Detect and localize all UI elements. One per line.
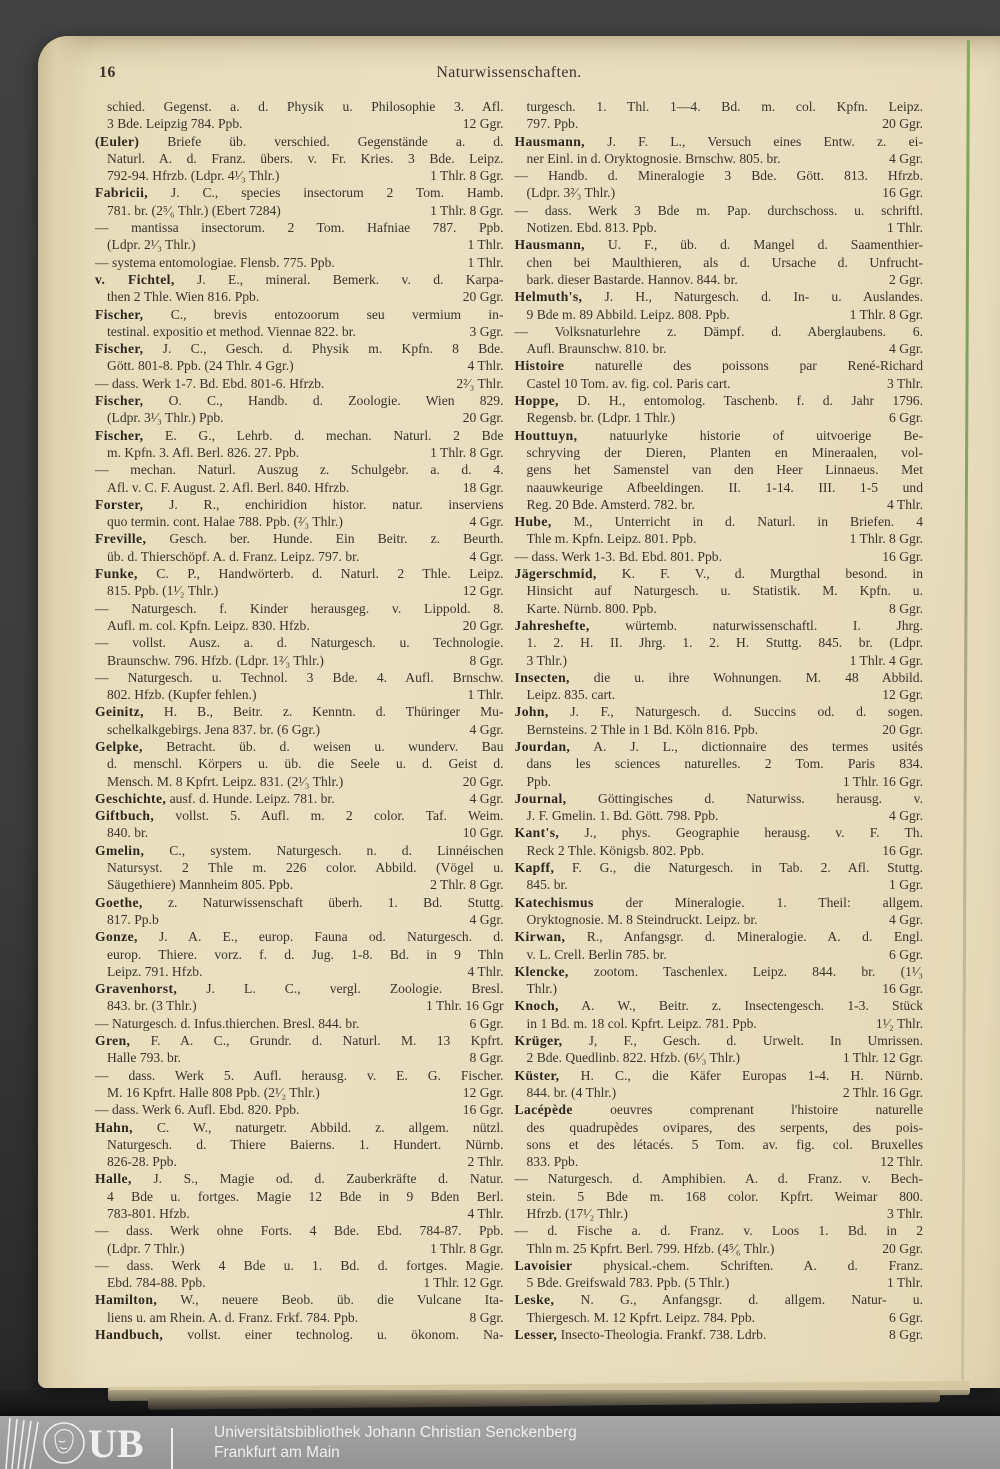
catalog-line: Gonze, J. A. E., europ. Fauna od. Naturgesch. d.	[95, 929, 504, 945]
entry-author: Klencke,	[514, 963, 569, 979]
catalog-line: schied. Gegenst. a. d. Physik u. Philosophie 3. Afl.	[107, 99, 504, 114]
entry-author: Fischer,	[95, 393, 144, 409]
catalog-line: Jägerschmid, K. F. V., d. Murgthal besond. in	[514, 566, 923, 582]
catalog-line: Leske, N. G., Anfangsgr. d. allgem. Natur- u.	[514, 1292, 923, 1308]
entry-author: Freville,	[95, 531, 147, 547]
entry-price: 6 Ggr.	[889, 946, 923, 962]
entry-price: 1 Thlr.	[886, 220, 923, 236]
catalog-line: then 2 Thle. Wien 816. Ppb. 20 Ggr.	[107, 289, 504, 305]
catalog-line: (Euler) Briefe üb. verschied. Gegenstände a. d.	[95, 133, 504, 149]
catalog-line: Aufl. Braunschw. 810. br. 4 Ggr.	[526, 341, 923, 357]
entry-price: 4 Ggr.	[469, 911, 504, 927]
catalog-line: Naturgesch. d. Thiere Baierns. 1. Hundert. Nürnb.	[107, 1136, 504, 1152]
entry-author: Hoppe,	[514, 393, 559, 409]
entry-price: 4 Ggr.	[469, 548, 504, 564]
ub-logo-icon	[0, 1416, 200, 1469]
catalog-line: — Naturgesch. f. Kinder herausgeg. v. Lippold. 8.	[95, 600, 504, 616]
entry-price: 1 Thlr.	[886, 1275, 923, 1291]
entry-author: Journal,	[514, 790, 567, 806]
entry-price: 1 Ggr.	[889, 877, 923, 893]
entry-author: Fischer,	[95, 341, 144, 357]
entry-author: Kant's,	[514, 825, 560, 841]
entry-author: Küster,	[514, 1067, 560, 1083]
catalog-line: Gött. 801-8. Ppb. (24 Thlr. 4 Ggr.) 4 Thlr.	[107, 358, 504, 374]
entry-price: 20 Ggr.	[882, 116, 923, 132]
entry-price: 12 Ggr.	[462, 116, 504, 132]
entry-price: 20 Ggr.	[462, 289, 504, 305]
entry-price: 12 Ggr.	[462, 583, 504, 599]
entry-author: (Euler)	[95, 133, 140, 149]
entry-author: Hamilton,	[95, 1292, 158, 1308]
catalog-column-right	[515, 98, 924, 1343]
catalog-line: Helmuth's, J. H., Naturgesch. d. In- u. Auslandes.	[514, 289, 923, 305]
entry-price: 4 Ggr.	[889, 341, 923, 357]
entry-price: 6 Ggr.	[889, 410, 923, 426]
entry-author: Jahreshefte,	[514, 617, 590, 633]
catalog-line: testinal. expositio et method. Viennae 822. br. 3 Ggr.	[107, 323, 504, 339]
catalog-line: Thln m. 25 Kpfrt. Berl. 799. Hfzb. (4⁵⁄₆ Thlr.) 20 Ggr.	[526, 1240, 923, 1256]
catalog-line: — dass. Werk 5. Aufl. herausg. v. E. G. Fischer.	[95, 1067, 504, 1083]
catalog-line: Castel 10 Tom. av. fig. col. Paris cart. 3 Thlr.	[526, 375, 923, 391]
catalog-line: — mechan. Naturl. Auszug z. Schulgebr. a. d. 4.	[95, 462, 504, 478]
catalog-line: Ebd. 784-88. Ppb. 1 Thlr. 12 Ggr.	[107, 1275, 504, 1291]
catalog-line: Fischer, O. C., Handb. d. Zoologie. Wien 829.	[95, 393, 504, 409]
entry-price: 12 Ggr.	[882, 687, 923, 703]
entry-author: Knoch,	[514, 998, 559, 1014]
catalog-line: Braunschw. 796. Hfzb. (Ldpr. 1²⁄₃ Thlr.) 8 Ggr.	[107, 652, 504, 668]
catalog-line: Kant's, J., phys. Geographie herausg. v. F. Th.	[514, 825, 923, 841]
entry-price: 12 Ggr.	[462, 1084, 504, 1100]
library-name-line1: Universitätsbibliothek Johann Christian Senckenberg	[214, 1423, 577, 1441]
catalog-line: Klencke, zootom. Taschenlex. Leipz. 844. br. (1¹⁄₃	[514, 963, 923, 979]
catalog-line: 815. Ppb. (1¹⁄₂ Thlr.) 12 Ggr.	[107, 583, 504, 599]
catalog-line: 2 Bde. Quedlinb. 822. Hfzb. (6¹⁄₃ Thlr.) 1 Thlr. 12 Ggr.	[526, 1050, 923, 1066]
entry-price: 18 Ggr.	[462, 479, 504, 495]
catalog-line: Lavoisier physical.-chem. Schriften. A. d. Franz.	[514, 1257, 923, 1273]
catalog-line: Freville, Gesch. ber. Hunde. Ein Beitr. z. Beurth.	[95, 531, 504, 547]
library-name-line2: Frankfurt am Main	[214, 1443, 340, 1461]
entry-author: Hahn,	[95, 1119, 133, 1135]
entry-author: Goethe,	[95, 894, 143, 910]
catalog-line: Kapff, F. G., die Naturgesch. in Tab. 2. Afl. Stuttg.	[514, 860, 923, 876]
catalog-line: 783-801. Hfzb. 4 Thlr.	[107, 1206, 504, 1221]
entry-author: Insecten,	[514, 669, 570, 685]
catalog-line: Geschichte, ausf. d. Hunde. Leipz. 781. br. 4 Ggr.	[95, 790, 504, 806]
catalog-line: Lacépède oeuvres comprenant l'histoire naturelle	[514, 1102, 923, 1118]
catalog-line: quo termin. cont. Halae 788. Ppb. (²⁄₃ Thlr.) 4 Ggr.	[107, 514, 504, 530]
catalog-line: chen bei Maulthieren, als d. Ursache d. Unfrucht-	[526, 254, 923, 270]
entry-price: 8 Ggr.	[469, 652, 504, 668]
catalog-line: 797. Ppb. 20 Ggr.	[526, 116, 923, 132]
entry-author: Gravenhorst,	[95, 981, 178, 997]
catalog-line: schryving der Dieren, Planten en Mineraalen, vol-	[526, 444, 923, 460]
catalog-line: — vollst. Ausz. a. d. Naturgesch. u. Technologie.	[95, 635, 504, 651]
catalog-line: d. menschl. Körpers u. üb. die Seele u. d. Geist d.	[107, 756, 504, 772]
catalog-line: Leipz. 835. cart. 12 Ggr.	[526, 687, 923, 703]
catalog-line: Krüger, J, F., Gesch. d. Urwelt. In Umrissen.	[514, 1033, 923, 1049]
catalog-line: Hoppe, D. H., entomolog. Taschenb. f. d. Jahr 1796.	[514, 393, 923, 409]
catalog-line: Thlr.) 16 Ggr.	[526, 981, 923, 997]
entry-price: 4 Ggr.	[889, 911, 923, 927]
svg-text:UB: UB	[88, 1421, 144, 1466]
binding-stitch-line	[961, 40, 970, 1380]
entry-price: 1 Thlr. 8 Ggr.	[430, 1240, 504, 1256]
entry-price: 1 Thlr. 8 Ggr.	[430, 168, 504, 184]
catalog-line: 845. br. 1 Ggr.	[526, 877, 923, 893]
catalog-line: Gravenhorst, J. L. C., vergl. Zoologie. Bresl.	[95, 981, 504, 997]
catalog-line: Fischer, J. C., Gesch. d. Physik m. Kpfn. 8 Bde.	[95, 341, 504, 357]
entry-price: 3 Ggr.	[469, 323, 504, 339]
entry-price: 6 Ggr.	[469, 1015, 504, 1031]
catalog-line: Reg. 20 Bde. Amsterd. 782. br. 4 Thlr.	[526, 496, 923, 512]
catalog-line: Houttuyn, natuurlyke historie of uitvoerige Be-	[514, 427, 923, 443]
entry-author: Kirwan,	[514, 929, 566, 945]
catalog-line: — dass. Werk 1-3. Bd. Ebd. 801. Ppb. 16 Ggr.	[514, 548, 923, 564]
entry-author: Funke,	[95, 566, 138, 582]
page-curl-edge	[38, 36, 90, 1388]
entry-author: Fischer,	[95, 427, 144, 443]
entry-price: 10 Ggr.	[462, 825, 504, 841]
catalog-line: M. 16 Kpfrt. Halle 808 Ppb. (2¹⁄₂ Thlr.) 12 Ggr.	[107, 1084, 504, 1100]
entry-price: 16 Ggr.	[882, 981, 923, 997]
catalog-line: — dass. Werk 1-7. Bd. Ebd. 801-6. Hfrzb. 2²⁄₃ Thlr.	[95, 375, 504, 391]
entry-author: Gren,	[95, 1033, 131, 1049]
catalog-line: 843. br. (3 Thlr.) 1 Thlr. 16 Ggr	[107, 998, 504, 1014]
catalog-line: Funke, C. P., Handwörterb. d. Naturl. 2 Thle. Leipz.	[95, 566, 504, 582]
catalog-line: — Handb. d. Mineralogie 3 Bde. Gött. 813. Hfrzb.	[514, 168, 923, 184]
catalog-line: Katechismus der Mineralogie. 1. Theil: allgem.	[514, 894, 923, 910]
catalog-line: 5 Bde. Greifswald 783. Ppb. (5 Thlr.) 1 Thlr.	[526, 1275, 923, 1291]
entry-price: 1 Thlr. 8 Ggr.	[430, 444, 504, 460]
catalog-line: — systema entomologiae. Flensb. 775. Ppb. 1 Thlr.	[95, 254, 504, 270]
entry-author: Katechismus	[514, 894, 594, 910]
entry-price: 20 Ggr.	[462, 773, 504, 789]
catalog-line: Natursyst. 2 Thle m. 226 color. Abbild. (Vögel u.	[107, 860, 504, 876]
catalog-line: dans les sciences naturelles. 2 Tom. Paris 834.	[526, 756, 923, 772]
catalog-line: — dass. Werk 4 Bde u. 1. Bd. d. fortges. Magie.	[95, 1257, 504, 1273]
catalog-line: liens u. am Rhein. A. d. Franz. Frkf. 784. Ppb. 8 Ggr.	[107, 1309, 504, 1325]
catalog-line: (Ldpr. 3²⁄₃ Thlr.) 16 Ggr.	[526, 185, 923, 201]
catalog-line: John, J. F., Naturgesch. d. Succins od. d. sogen.	[514, 704, 923, 720]
entry-price: 1 Thlr.	[467, 687, 504, 703]
catalog-line: — Naturgesch. u. Technol. 3 Bde. 4. Aufl. Brnschw.	[95, 669, 504, 685]
catalog-line: 826-28. Ppb. 2 Thlr.	[107, 1154, 504, 1170]
catalog-line: 840. br. 10 Ggr.	[107, 825, 504, 841]
entry-author: Jourdan,	[514, 738, 571, 754]
entry-author: Fischer,	[95, 306, 144, 322]
catalog-line: 781. br. (2⁵⁄₆ Thlr.) (Ebert 7284) 1 Thlr. 8 Ggr.	[107, 202, 504, 218]
entry-price: 3 Thlr.	[886, 1206, 923, 1221]
catalog-line: Fischer, C., brevis entozoorum seu vermium in-	[95, 306, 504, 322]
entry-author: Hube,	[514, 514, 552, 530]
entry-price: 1 Thlr. 12 Ggr.	[423, 1275, 504, 1291]
entry-author: Helmuth's,	[514, 289, 583, 305]
catalog-line: Säugethiere) Mannheim 805. Ppb. 2 Thlr. 8 Ggr.	[107, 877, 504, 893]
page-content	[95, 62, 923, 1343]
catalog-line: europ. Thiere. vorz. f. d. Jug. 1-8. Bd. in 9 Thln	[107, 946, 504, 962]
catalog-line: Afl. v. C. F. August. 2. Afl. Berl. 840. Hfrzb. 18 Ggr.	[107, 479, 504, 495]
entry-author: Forster,	[95, 496, 144, 512]
catalog-line: Thiergesch. M. 12 Kpfrt. Leipz. 784. Ppb. 6 Ggr.	[526, 1309, 923, 1325]
entry-price: 8 Ggr.	[889, 600, 923, 616]
entry-author: Hausmann,	[514, 133, 585, 149]
entry-price: 1¹⁄₂ Thlr.	[875, 1015, 923, 1031]
entry-author: Histoire	[514, 358, 565, 374]
running-head	[95, 62, 923, 98]
entry-author: Lesser,	[514, 1327, 558, 1343]
catalog-line: J. F. Gmelin. 1. Bd. Gött. 798. Ppb. 4 Ggr.	[526, 808, 923, 824]
catalog-line: m. Kpfn. 3. Afl. Berl. 826. 27. Ppb. 1 Thlr. 8 Ggr.	[107, 444, 504, 460]
entry-price: 4 Thlr.	[467, 1206, 504, 1221]
catalog-line: Kirwan, R., Anfangsgr. d. Mineralogie. A. d. Engl.	[514, 929, 923, 945]
catalog-line: Hausmann, J. F. L., Versuch eines Entw. z. ei-	[514, 133, 923, 149]
catalog-line: gens het Samenstel van den Heer Linnaeus. Met	[526, 462, 923, 478]
scan-shadow	[0, 1390, 1000, 1416]
catalog-line: Aufl. m. col. Kpfn. Leipz. 830. Hfzb. 20 Ggr.	[107, 617, 504, 633]
catalog-line: Fabricii, J. C., species insectorum 2 Tom. Hamb.	[95, 185, 504, 201]
entry-price: 4 Thlr.	[886, 496, 923, 512]
entry-author: Jägerschmid,	[514, 566, 597, 582]
entry-price: 12 Thlr.	[880, 1154, 923, 1170]
entry-price: 3 Thlr.	[886, 375, 923, 391]
entry-price: 4 Thlr.	[467, 963, 504, 979]
catalog-line: — mantissa insectorum. 2 Tom. Hafniae 787. Ppb.	[95, 220, 504, 236]
entry-author: Krüger,	[514, 1033, 563, 1049]
entry-author: Gmelin,	[95, 842, 145, 858]
catalog-line: Lesser, Insecto-Theologia. Frankf. 738. Ldrb. 8 Ggr.	[514, 1327, 923, 1343]
catalog-line: Oryktognosie. M. 8 Steindruckt. Leipz. br. 4 Ggr.	[526, 911, 923, 927]
catalog-line: Bernsteins. 2 Thle in 1 Bd. Köln 816. Ppb. 20 Ggr.	[526, 721, 923, 737]
entry-author: Leske,	[514, 1292, 555, 1308]
catalog-line: Hfrzb. (17¹⁄₂ Thlr.) 3 Thlr.	[526, 1206, 923, 1221]
catalog-line: — dass. Werk 6. Aufl. Ebd. 820. Ppb. 16 Ggr.	[95, 1102, 504, 1118]
book-page	[38, 36, 1000, 1388]
catalog-line: — dass. Werk 3 Bde m. Pap. durchschoss. u. schriftl.	[514, 202, 923, 218]
entry-price: 4 Thlr.	[467, 358, 504, 374]
catalog-line: (Ldpr. 2¹⁄₃ Thlr.) 1 Thlr.	[107, 237, 504, 253]
entry-price: 16 Ggr.	[882, 842, 923, 858]
catalog-line: Gelpke, Betracht. üb. d. weisen u. wunderv. Bau	[95, 738, 504, 754]
entry-price: 4 Ggr.	[469, 790, 504, 806]
entry-price: 16 Ggr.	[882, 548, 923, 564]
catalog-line: Reck 2 Thle. Königsb. 802. Ppb. 16 Ggr.	[526, 842, 923, 858]
entry-price: 20 Ggr.	[462, 410, 504, 426]
catalog-line: turgesch. 1. Thl. 1—4. Bd. m. col. Kpfn. Leipz.	[526, 99, 923, 114]
catalog-line: v. Fichtel, J. E., mineral. Bemerk. v. d. Karpa-	[95, 271, 504, 287]
entry-price: 6 Ggr.	[889, 1309, 923, 1325]
catalog-line: Gmelin, C., system. Naturgesch. n. d. Linnéischen	[95, 842, 504, 858]
catalog-line: 9 Bde m. 89 Abbild. Leipz. 808. Ppb. 1 Thlr. 8 Ggr.	[526, 306, 923, 322]
catalog-line: Jahreshefte, würtemb. naturwissenschaftl. I. Jhrg.	[514, 617, 923, 633]
catalog-line: Hube, M., Unterricht in d. Naturl. in Briefen. 4	[514, 514, 923, 530]
catalog-line: Histoire naturelle des poissons par René-Richard	[514, 358, 923, 374]
entry-author: Houttuyn,	[514, 427, 578, 443]
entry-price: 1 Thlr.	[467, 237, 504, 253]
catalog-line: Naturl. A. d. Franz. übers. v. Fr. Kries. 3 Bde. Leipz.	[107, 150, 504, 166]
catalog-line: Thle m. Kpfn. Leipz. 801. Ppb. 1 Thlr. 8 Ggr.	[526, 531, 923, 547]
entry-author: Handbuch,	[95, 1327, 164, 1343]
catalog-line: Halle 793. br. 8 Ggr.	[107, 1050, 504, 1066]
catalog-line: Küster, H. C., die Käfer Europas 1-4. H. Nürnb.	[514, 1067, 923, 1083]
catalog-line: Regensb. br. (Ldpr. 1 Thlr.) 6 Ggr.	[526, 410, 923, 426]
catalog-line: Gren, F. A. C., Grundr. d. Naturl. M. 13 Kpfrt.	[95, 1033, 504, 1049]
entry-price: 20 Ggr.	[882, 721, 923, 737]
entry-price: 2 Thlr. 8 Ggr.	[430, 877, 504, 893]
entry-price: 4 Ggr.	[889, 150, 923, 166]
entry-price: 4 Ggr.	[889, 808, 923, 824]
entry-price: 2²⁄₃ Thlr.	[456, 375, 504, 391]
entry-author: v. Fichtel,	[95, 271, 175, 287]
catalog-line: Notizen. Ebd. 813. Ppb. 1 Thlr.	[526, 220, 923, 236]
catalog-line: sons et des létacés. 5 Tom. av. fig. col. Bruxelles	[526, 1136, 923, 1152]
catalog-line: ner Einl. in d. Oryktognosie. Brnschw. 805. br. 4 Ggr.	[526, 150, 923, 166]
entry-price: 4 Ggr.	[469, 721, 504, 737]
entry-price: 16 Ggr.	[462, 1102, 504, 1118]
catalog-line: Goethe, z. Naturwissenschaft überh. 1. Bd. Stuttg.	[95, 894, 504, 910]
entry-price: 1 Thlr. 4 Ggr.	[849, 652, 923, 668]
catalog-line: (Ldpr. 7 Thlr.) 1 Thlr. 8 Ggr.	[107, 1240, 504, 1256]
entry-price: 1 Thlr.	[467, 254, 504, 270]
catalog-line: stein. 5 Bde m. 168 color. Kpfrt. Weimar 800.	[526, 1188, 923, 1204]
catalog-line: Mensch. M. 8 Kpfrt. Leipz. 831. (2¹⁄₃ Thlr.) 20 Ggr.	[107, 773, 504, 789]
entry-price: 8 Ggr.	[469, 1309, 504, 1325]
entry-price: 1 Thlr. 16 Ggr	[425, 998, 504, 1014]
entry-author: Lavoisier	[514, 1257, 573, 1273]
catalog-line: Hinsicht auf Naturgesch. u. Statistik. M. Kpfn. u.	[526, 583, 923, 599]
catalog-line: 3 Bde. Leipzig 784. Ppb. 12 Ggr.	[107, 116, 504, 132]
catalog-line: Handbuch, vollst. einer technolog. u. ökonom. Na-	[95, 1327, 504, 1343]
entry-author: Geinitz,	[95, 704, 144, 720]
catalog-line: 844. br. (4 Thlr.) 2 Thlr. 16 Ggr.	[526, 1084, 923, 1100]
catalog-line: Journal, Göttingisches d. Naturwiss. herausg. v.	[514, 790, 923, 806]
entry-price: 1 Thlr. 8 Ggr.	[849, 531, 923, 547]
catalog-line: in 1 Bd. m. 18 col. Kpfrt. Leipz. 781. Ppb. 1¹⁄₂ Thlr.	[526, 1015, 923, 1031]
catalog-line: Knoch, A. W., Beitr. z. Insectengesch. 1-3. Stück	[514, 998, 923, 1014]
catalog-line: v. L. Crell. Berlin 785. br. 6 Ggr.	[526, 946, 923, 962]
catalog-line: — Volksnaturlehre z. Dämpf. d. Aberglaubens. 6.	[514, 323, 923, 339]
catalog-line: 4 Bde u. fortges. Magie 12 Bde in 9 Bden Berl.	[107, 1188, 504, 1204]
catalog-line: 833. Ppb. 12 Thlr.	[526, 1154, 923, 1170]
catalog-column-left	[95, 98, 504, 1343]
entry-price: 2 Thlr.	[467, 1154, 504, 1170]
entry-price: 2 Thlr. 16 Ggr.	[842, 1084, 923, 1100]
library-name	[214, 1423, 577, 1463]
catalog-line: üb. d. Thierschöpf. A. d. Franz. Leipz. 797. br. 4 Ggr.	[107, 548, 504, 564]
page-number: 16	[99, 64, 116, 81]
catalog-line: bark. dieser Bastarde. Hannov. 844. br. 2 Ggr.	[526, 271, 923, 287]
entry-price: 1 Thlr. 12 Ggr.	[842, 1050, 923, 1066]
catalog-line: — Naturgesch. d. Amphibien. A. d. Franz. v. Bech-	[514, 1171, 923, 1187]
entry-price: 20 Ggr.	[462, 617, 504, 633]
catalog-line: Forster, J. R., enchiridion histor. natur. inserviens	[95, 496, 504, 512]
catalog-line: Insecten, die u. ihre Wohnungen. M. 48 Abbild.	[514, 669, 923, 685]
catalog-line: Hausmann, U. F., üb. d. Mangel d. Saamenthier-	[514, 237, 923, 253]
entry-price: 8 Ggr.	[889, 1327, 923, 1343]
entry-author: Giftbuch,	[95, 808, 155, 824]
catalog-line: Halle, J. S., Magie od. d. Zauberkräfte d. Natur.	[95, 1171, 504, 1187]
entry-price: 16 Ggr.	[882, 185, 923, 201]
catalog-line: 1. 2. H. II. Jhrg. 1. 2. H. Stuttg. 845. br. (Ldpr.	[526, 635, 923, 651]
catalog-line: Hahn, C. W., naturgetr. Abbild. z. allgem. nützl.	[95, 1119, 504, 1135]
entry-author: Gonze,	[95, 929, 138, 945]
entry-author: John,	[514, 704, 549, 720]
catalog-line: Geinitz, H. B., Beitr. z. Kenntn. d. Thüringer Mu-	[95, 704, 504, 720]
entry-author: Geschichte,	[95, 790, 167, 806]
entry-price: 2 Ggr.	[889, 271, 923, 287]
entry-author: Fabricii,	[95, 185, 149, 201]
entry-author: Lacépède	[514, 1102, 573, 1118]
catalog-line: Hamilton, W., neuere Beob. üb. die Vulcane Ita-	[95, 1292, 504, 1308]
catalog-line: — Naturgesch. d. Infus.thierchen. Bresl. 844. br. 6 Ggr.	[95, 1015, 504, 1031]
entry-author: Hausmann,	[514, 237, 585, 253]
entry-price: 1 Thlr. 8 Ggr.	[849, 306, 923, 322]
entry-author: Gelpke,	[95, 738, 143, 754]
catalog-line: Leipz. 791. Hfzb. 4 Thlr.	[107, 963, 504, 979]
page-title: Naturwissenschaften.	[436, 64, 582, 81]
library-banner	[0, 1416, 1000, 1469]
catalog-line: Jourdan, A. J. L., dictionnaire des termes usités	[514, 738, 923, 754]
entry-author: Kapff,	[514, 860, 555, 876]
entry-price: 8 Ggr.	[469, 1050, 504, 1066]
catalog-line: 792-94. Hfrzb. (Ldpr. 4¹⁄₃ Thlr.) 1 Thlr. 8 Ggr.	[107, 168, 504, 184]
catalog-line: naauwkeurige Afbeeldingen. II. 1-14. III. 1-5 und	[526, 479, 923, 495]
entry-price: 4 Ggr.	[469, 514, 504, 530]
catalog-line: — d. Fische a. d. Franz. v. Loos 1. Bd. in 2	[514, 1223, 923, 1239]
catalog-line: Karte. Nürnb. 800. Ppb. 8 Ggr.	[526, 600, 923, 616]
catalog-line: Giftbuch, vollst. 5. Aufl. m. 2 color. Taf. Weim.	[95, 808, 504, 824]
entry-author: Halle,	[95, 1171, 132, 1187]
catalog-line: des quadrupèdes ovipares, des serpents, des pois-	[526, 1119, 923, 1135]
catalog-line: 3 Thlr.) 1 Thlr. 4 Ggr.	[526, 652, 923, 668]
entry-price: 20 Ggr.	[882, 1240, 923, 1256]
catalog-line: 817. Pp.b 4 Ggr.	[107, 911, 504, 927]
entry-price: 1 Thlr. 16 Ggr.	[842, 773, 923, 789]
catalog-line: (Ldpr. 3¹⁄₃ Thlr.) Ppb. 20 Ggr.	[107, 410, 504, 426]
entry-price: 1 Thlr. 8 Ggr.	[430, 202, 504, 218]
catalog-line: Fischer, E. G., Lehrb. d. mechan. Naturl. 2 Bde	[95, 427, 504, 443]
catalog-line: schelkalkgebirgs. Jena 837. br. (6 Ggr.) 4 Ggr.	[107, 721, 504, 737]
catalog-line: 802. Hfzb. (Kupfer fehlen.) 1 Thlr.	[107, 687, 504, 703]
catalog-line: Ppb. 1 Thlr. 16 Ggr.	[526, 773, 923, 789]
catalog-line: — dass. Werk ohne Forts. 4 Bde. Ebd. 784-87. Ppb.	[95, 1223, 504, 1239]
